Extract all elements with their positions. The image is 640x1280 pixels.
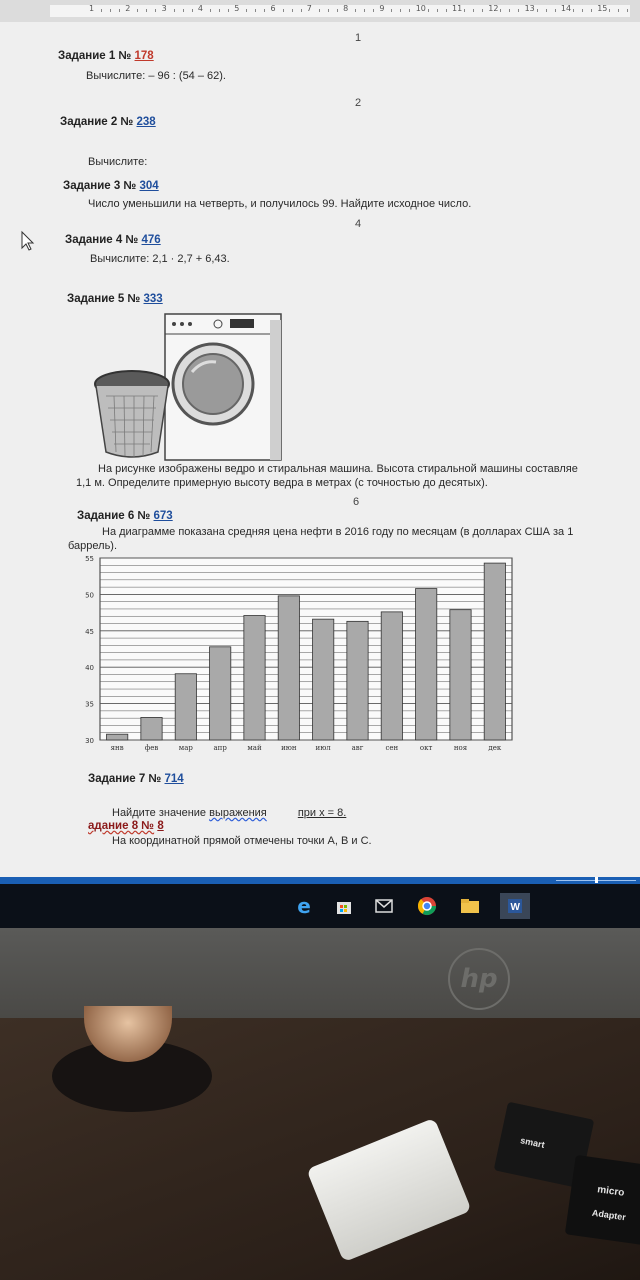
task-5-title	[67, 293, 163, 305]
ruler-tick	[301, 9, 302, 12]
ruler-tick	[292, 9, 293, 12]
task-number-link[interactable]: 304	[139, 180, 159, 192]
ruler-number: 8	[343, 4, 349, 13]
task-4-text: Вычислите: 2,1 · 2,7 + 6,43.	[90, 253, 230, 265]
ruler-number: 3	[161, 4, 167, 13]
task-label: Задание 5 №	[67, 293, 141, 305]
ruler-tick	[591, 9, 592, 12]
chart-x-tick-label: ноя	[453, 744, 468, 752]
ruler-tick	[355, 9, 356, 12]
task-label: Задание 6 №	[77, 510, 151, 522]
ruler-number: 11	[452, 4, 463, 13]
chart-bar	[175, 674, 196, 740]
ruler-tick	[192, 9, 193, 12]
ruler-number: 2	[125, 4, 131, 13]
bucket-and-washer-illustration	[92, 312, 287, 462]
ruler-tick	[228, 9, 229, 12]
task-2-text: Вычислите:	[88, 156, 148, 168]
ruler-tick	[446, 9, 447, 12]
task-1-text: Вычислите: – 96 : (54 – 62).	[86, 70, 226, 82]
page-number: 1	[355, 32, 362, 44]
ruler-tick	[337, 9, 338, 12]
ruler-tick	[400, 9, 401, 12]
edge-icon[interactable]: e	[297, 894, 311, 918]
store-icon[interactable]	[332, 894, 356, 918]
hp-logo-icon: hp	[448, 948, 510, 1010]
taskbar	[0, 884, 640, 928]
chart-x-tick-label: фев	[144, 744, 159, 752]
ruler-number: 6	[270, 4, 276, 13]
ruler-tick	[482, 9, 483, 12]
task-6-text-line-2: баррель).	[68, 540, 118, 552]
ruler-number: 13	[524, 4, 535, 13]
ruler-tick	[255, 9, 256, 12]
svg-text:W: W	[510, 902, 520, 913]
ruler-tick	[627, 9, 628, 12]
chart-x-tick-label: авг	[351, 744, 364, 752]
chart-x-tick-label: май	[247, 744, 262, 752]
chart-x-tick-label: июл	[315, 744, 331, 752]
mail-icon[interactable]	[372, 894, 396, 918]
chart-bar	[347, 621, 368, 740]
task-5-text-line-2: 1,1 м. Определите примерную высоту ведра в метрах (с точностью до десятых).	[76, 477, 488, 489]
ruler-number: 9	[379, 4, 385, 13]
ruler-tick	[537, 9, 538, 12]
task-3-text: Число уменьшили на четверть, и получилось 99. Найдите исходное число.	[88, 198, 472, 210]
ruler-number: 12	[488, 4, 499, 13]
ruler-tick	[319, 9, 320, 12]
chart-x-tick-label: мар	[178, 744, 193, 752]
page-number: 6	[353, 496, 360, 508]
status-bar	[0, 877, 640, 884]
ruler-tick	[428, 9, 429, 12]
micro-label: micro	[596, 1184, 626, 1199]
task-8-text: На координатной прямой отмечены точки A, B и C.	[112, 835, 372, 847]
task-7-text-b: выражения	[209, 807, 267, 819]
ruler-tick	[210, 9, 211, 12]
task-number-link[interactable]: 238	[136, 116, 156, 128]
ruler-tick	[500, 9, 501, 12]
ruler-tick	[183, 9, 184, 12]
ruler-tick	[409, 9, 410, 12]
ruler-tick	[137, 9, 138, 12]
ruler-tick	[373, 9, 374, 12]
chart-x-tick-label: окт	[419, 744, 433, 752]
page-number: 4	[355, 218, 362, 230]
zoom-slider-thumb[interactable]	[595, 877, 598, 883]
ruler-tick	[110, 9, 111, 12]
chart-bar	[313, 619, 334, 740]
document-page[interactable]	[0, 22, 640, 878]
ruler-tick	[518, 9, 519, 12]
task-number-link[interactable]: 8	[157, 820, 164, 832]
task-7-text-a: Найдите значение	[112, 807, 207, 819]
ruler-tick	[582, 9, 583, 12]
ruler-tick	[283, 9, 284, 12]
ruler-tick	[264, 9, 265, 12]
chart-y-tick-label: 45	[85, 627, 94, 636]
chart-y-tick-label: 35	[85, 700, 94, 709]
task-label: адание 8 №	[88, 820, 155, 832]
ruler-tick	[364, 9, 365, 12]
ruler-number: 14	[560, 4, 572, 13]
ruler-number: 4	[197, 4, 203, 13]
mouse-cursor-icon	[20, 230, 36, 252]
ruler-number: 1	[89, 4, 95, 13]
task-label: Задание 4 №	[65, 234, 139, 246]
chart-x-tick-label: дек	[488, 744, 502, 752]
task-6-text-line-1: На диаграмме показана средняя цена нефти в 2016 году по месяцам (в долларах США за 1	[102, 526, 574, 538]
ruler-tick	[509, 9, 510, 12]
task-label: Задание 2 №	[60, 116, 134, 128]
chart-y-tick-label: 30	[85, 737, 94, 745]
task-label: Задание 7 №	[88, 773, 162, 785]
ruler-tick	[555, 9, 556, 12]
bucket-icon	[95, 371, 169, 457]
ruler-tick	[328, 9, 329, 12]
chart-bar	[210, 647, 231, 740]
chart-y-tick-label: 40	[85, 664, 94, 673]
task-8-title	[88, 820, 164, 832]
chart-y-tick-label: 55	[85, 555, 94, 563]
ruler-tick	[174, 9, 175, 12]
oil-price-bar-chart	[70, 552, 530, 752]
ruler-tick	[609, 9, 610, 12]
chart-bar	[381, 612, 402, 740]
chart-bar	[107, 734, 128, 740]
ruler-number: 15	[597, 4, 608, 13]
ruler[interactable]	[0, 0, 640, 23]
task-1-title	[58, 50, 154, 62]
washing-machine-icon	[165, 314, 281, 460]
word-icon[interactable]	[500, 893, 530, 919]
chart-bar	[484, 563, 505, 740]
ruler-tick	[618, 9, 619, 12]
ruler-tick	[473, 9, 474, 12]
micro-sd-adapter-icon	[565, 1155, 640, 1245]
task-2-title	[60, 116, 156, 128]
task-7-text	[112, 807, 346, 819]
monitor-bezel	[0, 928, 640, 1018]
adapter-label: Adapter	[591, 1207, 627, 1223]
task-number-link[interactable]: 673	[153, 510, 173, 522]
ruler-tick	[155, 9, 156, 12]
task-number-link[interactable]: 178	[134, 50, 154, 62]
page-number: 2	[355, 97, 362, 109]
task-number-link[interactable]: 333	[143, 293, 163, 305]
ruler-tick	[146, 9, 147, 12]
task-7-title	[88, 773, 184, 785]
chart-bar	[416, 589, 437, 740]
chart-bar	[450, 610, 471, 740]
ruler-tick	[437, 9, 438, 12]
task-label: Задание 1 №	[58, 50, 132, 62]
ruler-tick	[546, 9, 547, 12]
ruler-number: 7	[306, 4, 312, 13]
ruler-tick	[119, 9, 120, 12]
chart-x-tick-label: янв	[110, 744, 124, 752]
explorer-icon[interactable]	[458, 894, 482, 918]
ruler-number: 5	[234, 4, 240, 13]
ruler-tick	[219, 9, 220, 12]
task-number-link[interactable]: 714	[164, 773, 184, 785]
brand-label: smart	[519, 1135, 546, 1150]
chart-bar	[278, 596, 299, 740]
chart-x-tick-label: апр	[213, 744, 227, 752]
chrome-icon[interactable]	[415, 894, 439, 918]
task-3-title	[63, 180, 159, 192]
task-number-link[interactable]: 476	[141, 234, 161, 246]
ruler-tick	[573, 9, 574, 12]
chart-y-tick-label: 50	[85, 591, 94, 600]
task-6-title	[77, 510, 173, 522]
chart-x-tick-label: июн	[281, 744, 297, 752]
ruler-tick	[246, 9, 247, 12]
task-4-title	[65, 234, 161, 246]
task-label: Задание 3 №	[63, 180, 137, 192]
ruler-tick	[464, 9, 465, 12]
ruler-tick	[101, 9, 102, 12]
ruler-number: 10	[415, 4, 426, 13]
task-5-text-line-1: На рисунке изображены ведро и стиральная машина. Высота стиральной машины составляе	[98, 463, 578, 475]
chart-bar	[141, 717, 162, 740]
chart-bar	[244, 616, 265, 740]
ruler-tick	[391, 9, 392, 12]
task-7-text-c: при x = 8.	[297, 807, 347, 819]
chart-x-tick-label: сен	[385, 744, 399, 752]
